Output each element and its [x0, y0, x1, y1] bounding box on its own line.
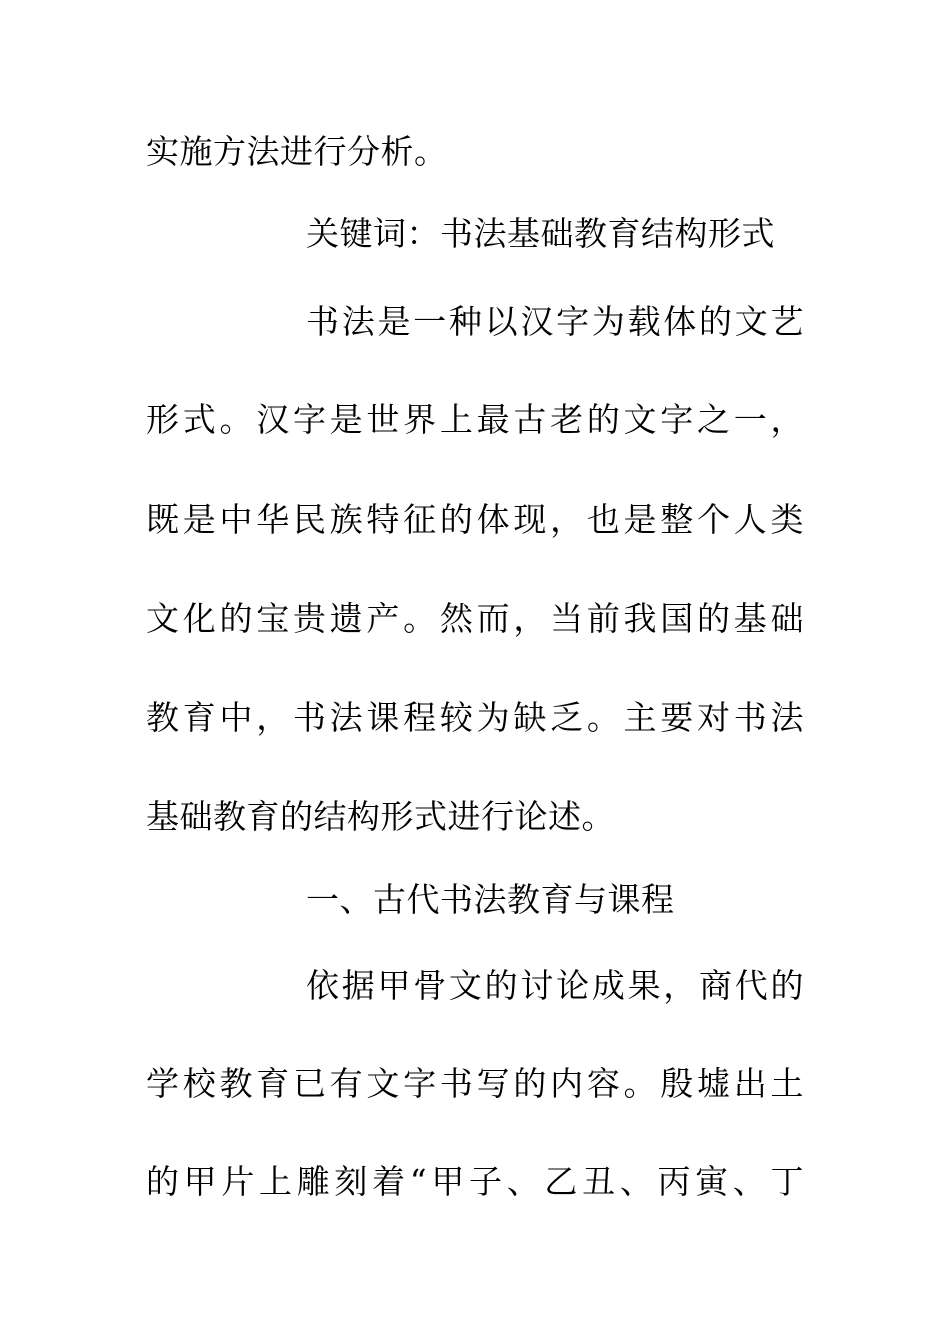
keywords-line: 关键词：书法基础教育结构形式	[306, 214, 775, 253]
paragraph-line: 教育中，书法课程较为缺乏。主要对书法	[146, 698, 804, 737]
paragraph-line: 实施方法进行分析。	[146, 132, 448, 171]
paragraph-line: 学校教育已有文字书写的内容。殷墟出土	[146, 1064, 804, 1103]
paragraph-line: 书法是一种以汉字为载体的文艺	[306, 302, 804, 341]
paragraph-line: 的甲片上雕刻着“甲子、乙丑、丙寅、丁	[146, 1162, 804, 1201]
paragraph-line: 基础教育的结构形式进行论述。	[146, 797, 615, 836]
paragraph-line: 既是中华民族特征的体现，也是整个人类	[146, 500, 804, 539]
section-heading: 一、古代书法教育与课程	[306, 880, 675, 919]
paragraph-line: 文化的宝贵遗产。然而，当前我国的基础	[146, 599, 804, 638]
paragraph-line: 依据甲骨文的讨论成果，商代的	[306, 966, 804, 1005]
paragraph-line: 形式。汉字是世界上最古老的文字之一，	[146, 400, 804, 439]
